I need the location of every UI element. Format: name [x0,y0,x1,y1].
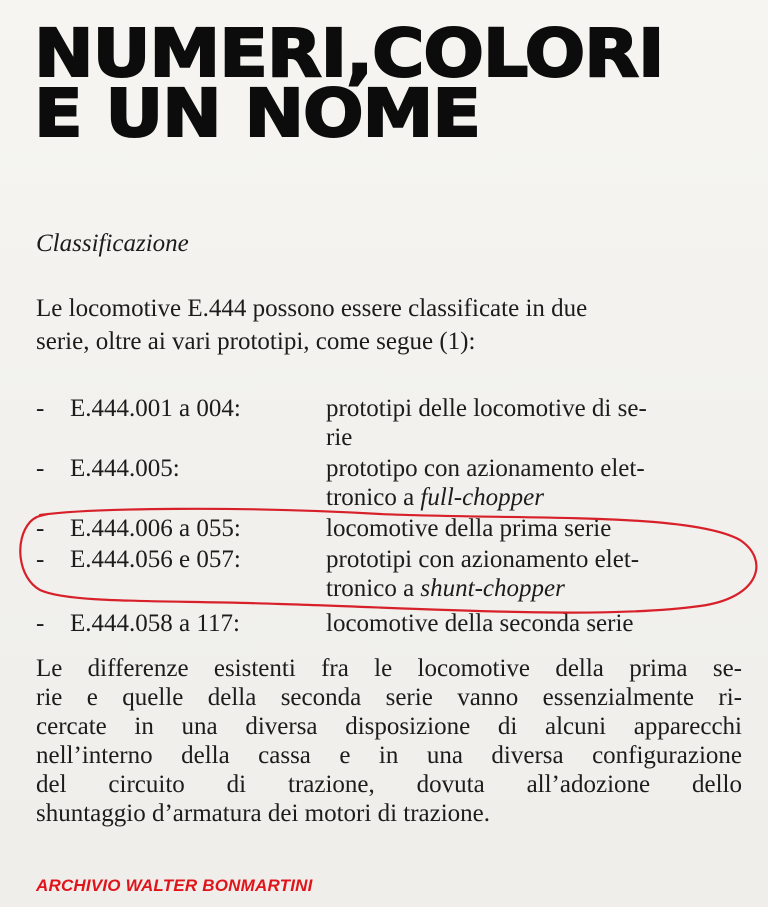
title-line-2: E UN NOME [34,75,481,152]
title-line-1: NUMERI,COLORI [34,15,664,92]
list-item-code: E.444.058 a 117: [70,610,240,637]
intro-line-2: serie, oltre ai vari prototipi, come segue (1): [36,328,476,355]
intro-paragraph [36,292,746,358]
list-item [36,454,746,512]
list-bullet: - [36,610,45,637]
paragraph-line: rie e quelle della seconda serie vanno essenzialmente ri- [36,684,742,711]
list-item-italic: full-chopper [420,484,545,511]
paragraph-line: nell’interno della cassa e in una diversa configurazione [36,742,742,769]
list-bullet: - [36,515,45,542]
section-heading: Classificazione [36,230,189,257]
list-item-code: E.444.056 e 057: [70,546,241,573]
list-item-description: locomotive della prima serie [326,515,612,542]
list-item-description: prototipi con azionamento elet- tronico a shunt-chopper [326,546,640,602]
list-item-italic: shunt-chopper [420,575,565,602]
paragraph-line: cercate in una diversa disposizione di alcuni apparecchi [36,713,742,740]
archive-stamp: ARCHIVIO WALTER BONMARTINI [36,876,313,895]
paragraph-line: shuntaggio d’armatura dei motori di trazione. [36,800,491,827]
intro-line-1: Le locomotive E.444 possono essere classificate in due [36,295,588,322]
list-bullet: - [36,395,45,422]
list-item-code: E.444.005: [70,455,180,482]
list-item-description: locomotive della seconda serie [326,610,634,637]
list-item [36,514,746,543]
page-title [34,15,664,152]
body-paragraph [36,654,742,828]
paragraph-line: Le differenze esistenti fra le locomotive della prima se- [36,655,742,682]
list-item [36,545,746,603]
list-item-description: prototipo con azionamento elet- tronico a full-chopper [326,455,645,511]
list-item-code: E.444.001 a 004: [70,395,241,422]
classification-list [36,394,746,638]
paragraph-line: del circuito di trazione, dovuta all’adozione dello [36,771,742,798]
list-item [36,609,746,638]
list-bullet: - [36,546,45,573]
list-item-code: E.444.006 a 055: [70,515,241,542]
list-bullet: - [36,455,45,482]
list-item-description: prototipi delle locomotive di se- rie [326,395,647,451]
list-item [36,394,746,452]
